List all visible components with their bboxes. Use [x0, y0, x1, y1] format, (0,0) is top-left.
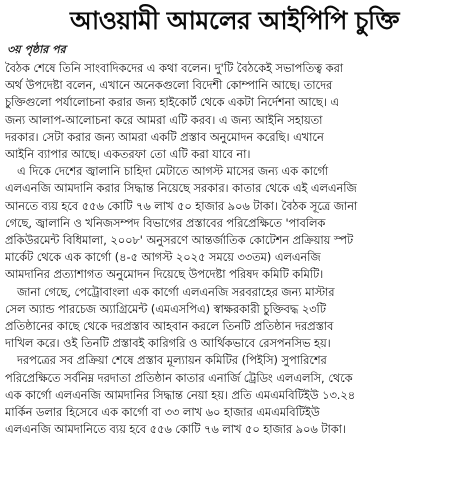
text-line: এ দিকে দেশের জ্বালানি চাহিদা মেটাতে আগস্ট মাসের জন্য এক কার্গো	[17, 165, 329, 179]
text-line: প্রকিউরমেন্ট বিধিমালা, ২০০৮' অনুসরণে আন্তর্জাতিক কোটেশন প্রক্রিয়ায় স্পট	[5, 234, 354, 248]
text-line: অর্থ উপদেষ্টা বলেন, এখানে অনেকগুলো বিদেশী কোম্পানি আছে। তাদের	[5, 79, 333, 93]
headline: আওয়ামী আমলের আইপিপি চুক্তি	[70, 6, 399, 35]
text-line: দরপত্রের সব প্রক্রিয়া শেষে প্রস্তাব মূল্যায়ন কমিটির (পিইসি) সুপারিশের	[17, 354, 327, 368]
text-line: এলএনজি আমদানিতে ব্যয় হবে ৫৫৬ কোটি ৭৬ লাখ ৫০ হাজার ৯০৬ টাকা।	[5, 423, 346, 437]
text-line: এলএনজি আমদানি করার সিদ্ধান্ত নিয়েছে সরকার। কাতার থেকে এই এলএনজি	[5, 182, 357, 196]
continuation-note: ৩য় পৃষ্ঠার পর	[7, 43, 66, 56]
text-line: দরকার। সেটা করার জন্য আমরা একটি প্রস্তাব অনুমোদন করেছি। এখানে	[5, 130, 324, 144]
news-article	[5, 0, 464, 497]
paragraph-3	[5, 284, 464, 353]
text-line: মার্কেট থেকে এক কার্গো (৪-৫ আগস্ট ২০২৫ সময়ে ৩৩তম) এলএনজি	[5, 251, 321, 265]
article-body	[5, 60, 464, 438]
text-line: আইনি ব্যাপার আছে। একতরফা তো এটি করা যাবে না।	[5, 148, 251, 162]
text-line: পরিপ্রেক্ষিতে সর্বনিম্ন দরদাতা প্রতিষ্ঠান কাতার এনার্জি ট্রেডিং এলএলসি, থেকে	[5, 371, 353, 385]
text-line: মার্কিন ডলার হিসেবে এক কার্গো বা ৩৩ লাখ ৬০ হাজার এমএমবিটিইউ	[5, 406, 320, 420]
text-line: আমদানির প্রত্যাশাগত অনুমোদন দিয়েছে উপদেষ্টা পরিষদ কমিটি কমিটি।	[5, 268, 324, 282]
text-line: দাখিল করে। ওই তিনটি প্রস্তাবই কারিগরি ও আর্থিকভাবে রেসপনসিভ হয়।	[5, 337, 331, 351]
text-line: আনতে ব্যয় হবে ৫৫৬ কোটি ৭৬ লাখ ৫০ হাজার ৯০৬ টাকা। বৈঠক সূত্রে জানা	[5, 199, 358, 213]
text-line: প্রতিষ্ঠানের কাছে থেকে দরপ্রস্তাব আহবান করলে তিনটি প্রতিষ্ঠান দরপ্রস্তাব	[5, 320, 334, 334]
text-line: এক কার্গো এলএনজি আমদানির সিদ্ধান্ত নেয়া হয়। প্রতি এমএমবিটিইউ ১৩.২৪	[5, 388, 356, 402]
text-line: সেল অ্যান্ড পারচেজ অ্যাগ্রিমেন্ট (এমএসপিএ) স্বাক্ষরকারী চুক্তিবদ্ধ ২৩টি	[5, 302, 326, 316]
paragraph-1	[5, 60, 464, 163]
text-line: বৈঠক শেষে তিনি সাংবাদিকদের এ কথা বলেন। দু'টি বৈঠকেই সভাপতিত্ব করা	[5, 62, 344, 75]
text-line: জন্য আলাপ-আলোচনা করে আমরা এটি করব। এ জন্য আইনি সহায়তা	[5, 113, 323, 127]
text-line: গেছে, জ্বালানি ও খনিজসম্পদ বিভাগের প্রস্তাবের পরিপ্রেক্ষিতে 'পাবলিক	[5, 216, 326, 230]
text-line: চুক্তিগুলো পর্যালোচনা করার জন্য হাইকোর্ট থেকে একটা নির্দেশনা আছে। এ	[5, 96, 339, 110]
paragraph-2	[5, 163, 464, 283]
text-line: জানা গেছে, পেট্রোবাংলা এক কার্গো এলএনজি সরবরাহের জন্য মাস্টার	[17, 285, 335, 299]
paragraph-4	[5, 352, 464, 438]
